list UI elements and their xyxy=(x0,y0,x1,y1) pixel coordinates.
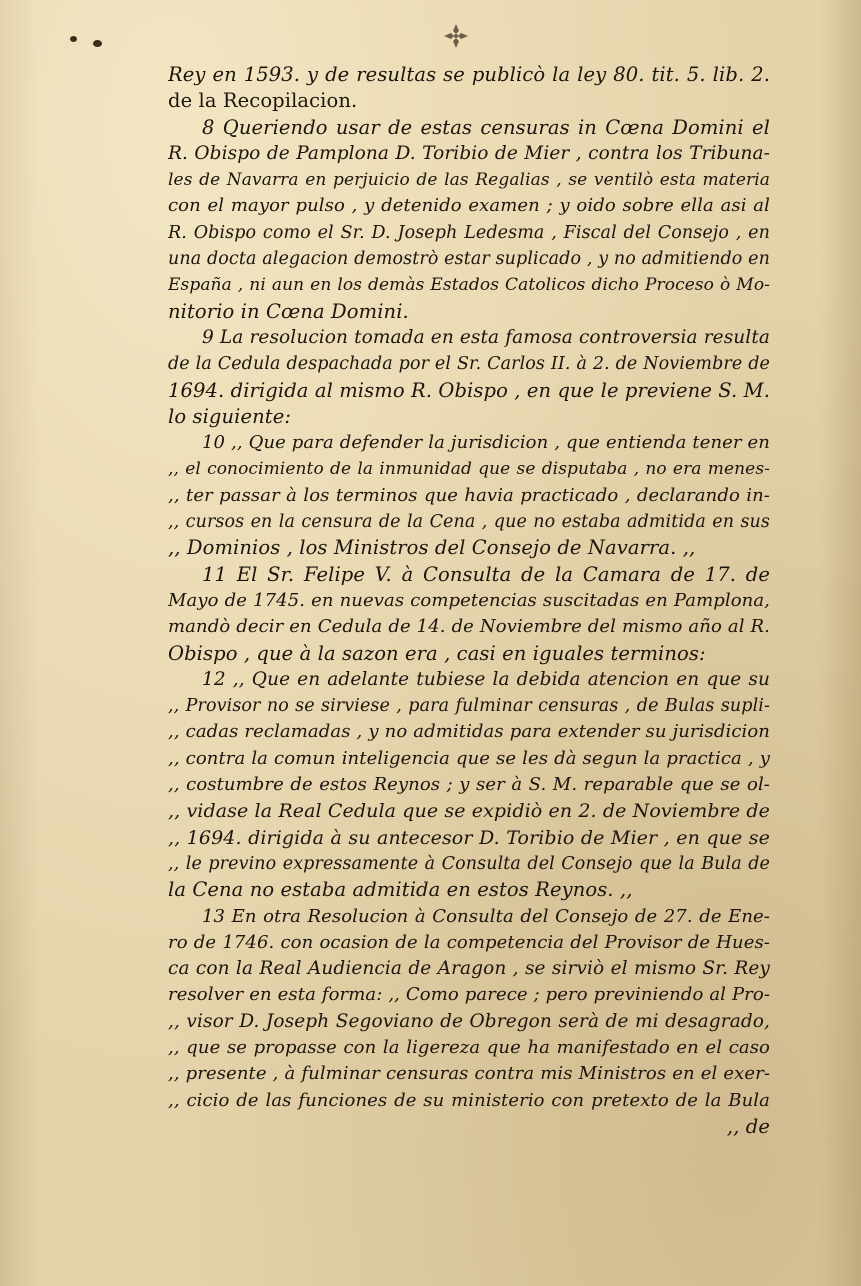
text-line: con el mayor pulso , y detenido examen ; y oido sobre ella asi al xyxy=(168,195,770,217)
text-line: lo siguiente: xyxy=(168,404,292,428)
paragraph-9-start: 9 La resolucion tomada en esta famosa controversia resulta xyxy=(202,326,770,348)
text-line: ,, vidase la Real Cedula que se expidiò en 2. de Noviembre de xyxy=(168,800,770,823)
text-line: resolver en esta forma: ,, Como parece ; pero previniendo al Pro- xyxy=(168,984,770,1006)
ink-spot xyxy=(93,40,102,47)
document-text xyxy=(168,62,770,1140)
text-line: ,, cursos en la censura de la Cena , que no estaba admitida en sus xyxy=(168,512,770,533)
text-line: Rey en 1593. y de resultas se publicò la ley 80. tit. 5. lib. 2. xyxy=(168,63,770,86)
text-line: ,, visor D. Joseph Segoviano de Obregon serà de mi desagrado, xyxy=(168,1010,770,1032)
text-line: ,, Dominios , los Ministros del Consejo de Navarra. ,, xyxy=(168,536,696,560)
paragraph-12-start: 12 ,, Que en adelante tubiese la debida atencion en que su xyxy=(202,668,770,690)
text-line: Obispo , que à la sazon era , casi en iguales terminos: xyxy=(168,641,706,665)
text-line: España , ni aun en los demàs Estados Catolicos dicho Proceso ò Mo- xyxy=(168,275,770,296)
text-line: ,, que se propasse con la ligereza que ha manifestado en el caso xyxy=(168,1036,770,1058)
ink-spot xyxy=(70,36,77,42)
paragraph-11-start: 11 El Sr. Felipe V. à Consulta de la Camara de 17. de xyxy=(202,562,770,586)
text-line: ca con la Real Audiencia de Aragon , se sirviò el mismo Sr. Rey xyxy=(168,958,770,980)
text-line: ,, ter passar à los terminos que havia practicado , declarando in- xyxy=(168,484,770,506)
text-line: ,, presente , à fulminar censuras contra mis Ministros en el exer- xyxy=(168,1063,770,1085)
text-line: ,, 1694. dirigida à su antecesor D. Toribio de Mier , en que se xyxy=(168,826,770,849)
text-line: de la Recopilacion. xyxy=(168,89,358,113)
text-line: R. Obispo de Pamplona D. Toribio de Mier , contra los Tribuna- xyxy=(168,142,770,164)
text-line: ,, cadas reclamadas , y no admitidas para extender su jurisdicion xyxy=(168,721,770,743)
paragraph-13-start: 13 En otra Resolucion à Consulta del Consejo de 27. de Ene- xyxy=(202,905,770,927)
text-line: la Cena no estaba admitida en estos Reynos. ,, xyxy=(168,878,633,902)
text-line: ,, el conocimiento de la inmunidad que se disputaba , no era menes- xyxy=(168,459,770,480)
text-line: R. Obispo como el Sr. D. Joseph Ledesma , Fiscal del Consejo , en xyxy=(168,222,770,243)
text-line: ,, Provisor no se sirviese , para fulminar censuras , de Bulas supli- xyxy=(168,696,770,717)
text-line: Mayo de 1745. en nuevas competencias suscitadas en Pamplona, xyxy=(168,589,770,611)
cross-ornament-icon xyxy=(442,22,470,50)
text-line: ,, costumbre de estos Reynos ; y ser à S. M. reparable que se ol- xyxy=(168,774,770,796)
text-line: ,, le previno expressamente à Consulta del Consejo que la Bula de xyxy=(168,853,770,874)
text-line: ,, contra la comun inteligencia que se les dà segun la practica , y xyxy=(168,747,770,769)
paragraph-8-start: 8 Queriendo usar de estas censuras in Cœna Domini el xyxy=(202,115,770,139)
text-line: una docta alegacion demostrò estar suplicado , y no admitiendo en xyxy=(168,249,770,270)
text-line: de la Cedula despachada por el Sr. Carlos II. à 2. de Noviembre de xyxy=(168,354,770,375)
text-line: 1694. dirigida al mismo R. Obispo , en que le previene S. M. xyxy=(168,378,770,402)
text-line: mandò decir en Cedula de 14. de Noviembre del mismo año al R. xyxy=(168,616,770,638)
text-line: nitorio in Cœna Domini. xyxy=(168,299,409,323)
catchword: ,, de xyxy=(726,1114,770,1138)
text-line: ,, cicio de las funciones de su ministerio con pretexto de la Bula xyxy=(168,1089,770,1111)
text-line: ro de 1746. con ocasion de la competencia del Provisor de Hues- xyxy=(168,931,770,953)
paragraph-10-start: 10 ,, Que para defender la jurisdicion , que entienda tener en xyxy=(202,432,770,454)
text-line: les de Navarra en perjuicio de las Regalias , se ventilò esta materia xyxy=(168,170,770,191)
